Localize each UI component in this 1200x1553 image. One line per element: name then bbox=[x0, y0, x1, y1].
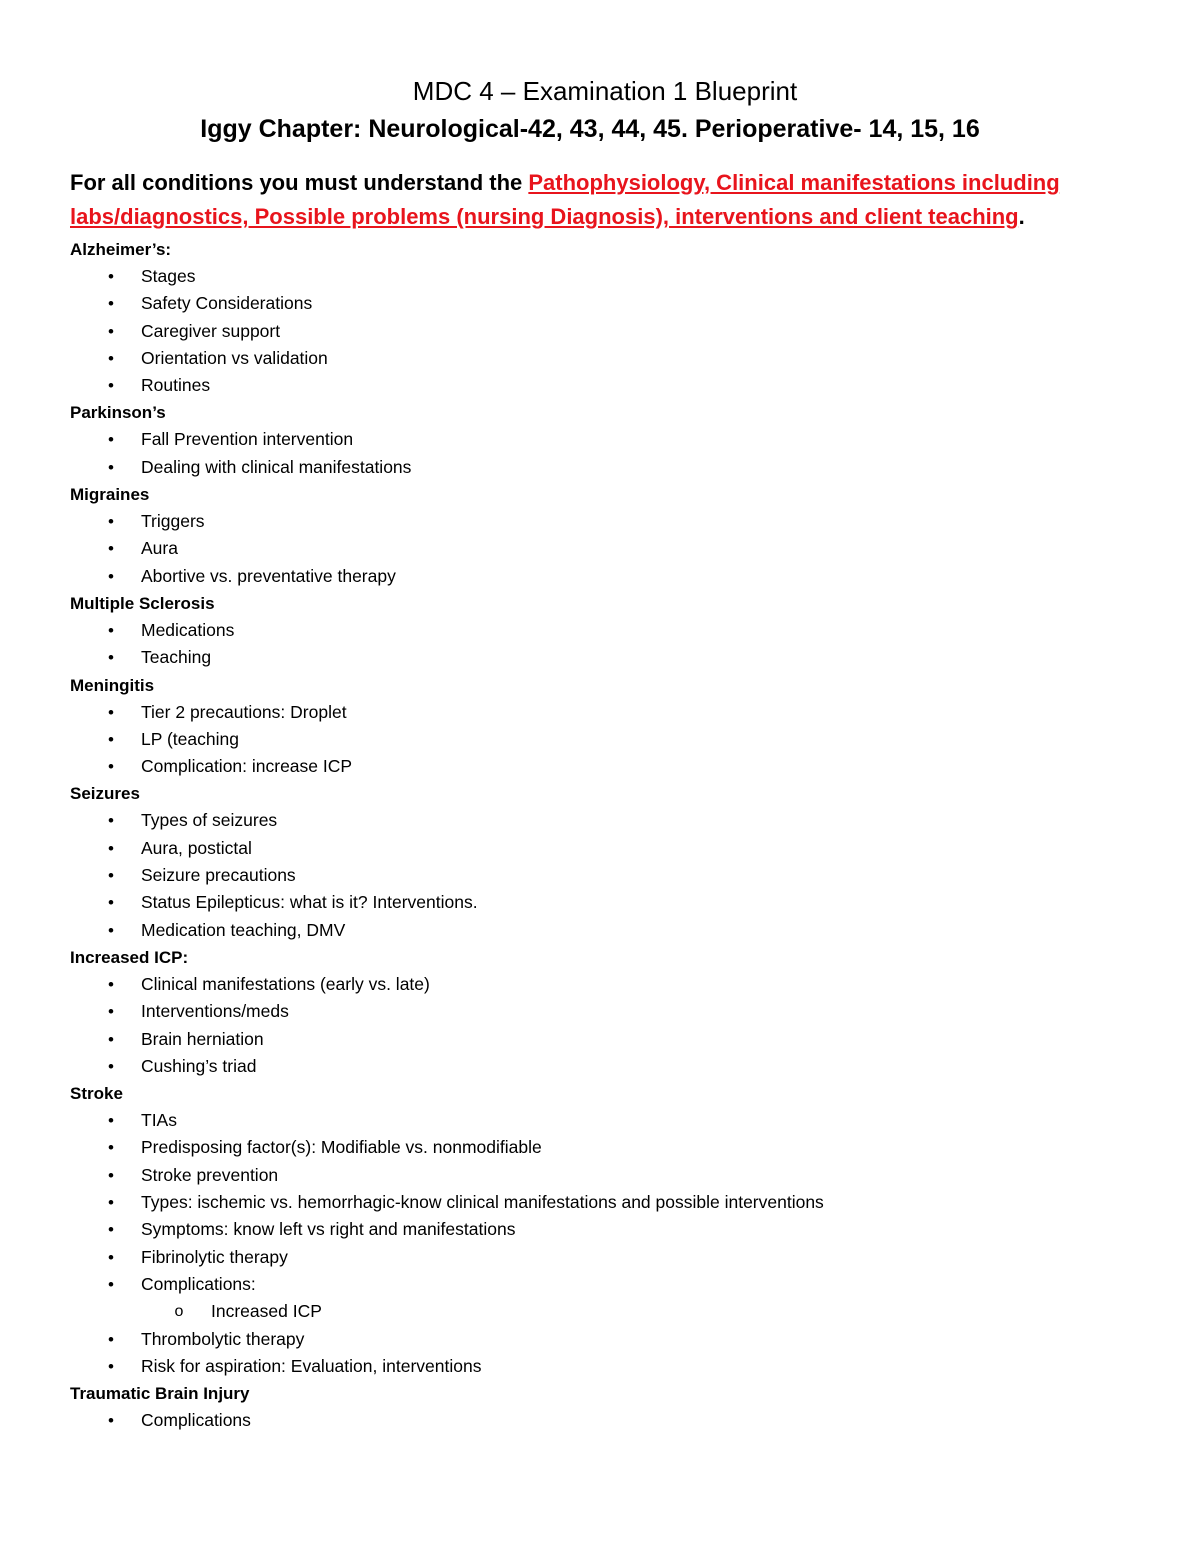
list-item bbox=[70, 1407, 1110, 1434]
list-item bbox=[70, 971, 1110, 998]
list-item-text: Increased ICP bbox=[211, 1301, 322, 1322]
list-item-text: Seizure precautions bbox=[141, 865, 296, 886]
list-item-text: Symptoms: know left vs right and manifestations bbox=[141, 1219, 516, 1240]
bullet-list bbox=[70, 508, 1110, 590]
bullet-icon: • bbox=[108, 1056, 114, 1076]
topic-list bbox=[70, 236, 1110, 1434]
list-item-text: Abortive vs. preventative therapy bbox=[141, 565, 396, 586]
bullet-icon: • bbox=[108, 512, 114, 532]
list-item-text: Orientation vs validation bbox=[141, 347, 328, 368]
list-item-text: Brain herniation bbox=[141, 1028, 264, 1049]
bullet-list bbox=[70, 1407, 1110, 1434]
bullet-icon: • bbox=[108, 539, 114, 559]
bullet-list bbox=[70, 263, 1110, 399]
bullet-icon: • bbox=[108, 321, 114, 341]
section-heading: Migraines bbox=[70, 485, 150, 505]
bullet-icon: • bbox=[108, 702, 114, 722]
bullet-icon: • bbox=[108, 1165, 114, 1185]
section bbox=[70, 399, 1110, 481]
bullet-icon: • bbox=[108, 620, 114, 640]
list-item bbox=[70, 426, 1110, 453]
list-item bbox=[70, 835, 1110, 862]
list-item-text: Teaching bbox=[141, 647, 212, 668]
list-item-text: LP (teaching bbox=[141, 728, 239, 749]
list-item bbox=[70, 807, 1110, 834]
bullet-icon: • bbox=[108, 1220, 114, 1240]
bullet-icon: • bbox=[108, 893, 114, 913]
bullet-icon: • bbox=[108, 866, 114, 886]
bullet-icon: • bbox=[108, 920, 114, 940]
list-item-text: Types of seizures bbox=[141, 810, 278, 831]
list-item-text: Safety Considerations bbox=[141, 293, 313, 314]
list-item bbox=[70, 889, 1110, 916]
list-item bbox=[70, 1026, 1110, 1053]
list-item-text: Aura, postictal bbox=[141, 837, 252, 858]
bullet-icon: • bbox=[108, 1002, 114, 1022]
list-item-text: Routines bbox=[141, 375, 211, 396]
section-heading: Stroke bbox=[70, 1084, 123, 1104]
sub-list-item bbox=[70, 1298, 1110, 1325]
section bbox=[70, 672, 1110, 781]
bullet-icon: • bbox=[108, 729, 114, 749]
list-item bbox=[70, 1216, 1110, 1243]
list-item-text: Medication teaching, DMV bbox=[141, 919, 346, 940]
bullet-icon: • bbox=[108, 566, 114, 586]
list-item bbox=[70, 617, 1110, 644]
list-item-text: Dealing with clinical manifestations bbox=[141, 456, 412, 477]
list-item bbox=[70, 535, 1110, 562]
list-item-text: Cushing’s triad bbox=[141, 1055, 257, 1076]
list-item bbox=[70, 454, 1110, 481]
bullet-icon: • bbox=[108, 648, 114, 668]
section-heading: Meningitis bbox=[70, 675, 155, 695]
section bbox=[70, 481, 1110, 590]
bullet-icon: • bbox=[108, 1329, 114, 1349]
bullet-icon: • bbox=[108, 1356, 114, 1376]
section-heading: Parkinson’s bbox=[70, 403, 166, 423]
bullet-icon: • bbox=[108, 294, 114, 314]
list-item-text: Interventions/meds bbox=[141, 1001, 289, 1022]
list-item bbox=[70, 508, 1110, 535]
list-item bbox=[70, 1244, 1110, 1271]
bullet-icon: • bbox=[108, 974, 114, 994]
list-item-text: Status Epilepticus: what is it? Interventions. bbox=[141, 892, 478, 913]
list-item-text: Medications bbox=[141, 619, 235, 640]
bullet-list bbox=[70, 1107, 1110, 1380]
section-heading: Increased ICP: bbox=[70, 947, 189, 967]
list-item bbox=[70, 345, 1110, 372]
list-item-text: Aura bbox=[141, 538, 178, 559]
section bbox=[70, 590, 1110, 672]
list-item bbox=[70, 1134, 1110, 1161]
list-item bbox=[70, 753, 1110, 780]
section bbox=[70, 780, 1110, 943]
intro-highlight: Pathophysiology, Clinical manifestations including labs/diagnostics, Possible problems (nursing Diagnosis), interventions and client teaching bbox=[70, 170, 1060, 229]
bullet-list bbox=[70, 617, 1110, 672]
bullet-icon: • bbox=[108, 1111, 114, 1131]
list-item-text: Risk for aspiration: Evaluation, interventions bbox=[141, 1355, 482, 1376]
bullet-icon: • bbox=[108, 1247, 114, 1267]
list-item-text: Predisposing factor(s): Modifiable vs. nonmodifiable bbox=[141, 1137, 542, 1158]
bullet-icon: • bbox=[108, 838, 114, 858]
list-item bbox=[70, 1107, 1110, 1134]
bullet-icon: • bbox=[108, 1193, 114, 1213]
bullet-icon: • bbox=[108, 1029, 114, 1049]
list-item bbox=[70, 699, 1110, 726]
intro-prefix: For all conditions you must understand the bbox=[70, 170, 529, 195]
list-item-text: Caregiver support bbox=[141, 320, 281, 341]
intro-paragraph bbox=[70, 166, 1110, 234]
list-item-text: Stages bbox=[141, 266, 196, 286]
list-item bbox=[70, 263, 1110, 290]
list-item-text: Tier 2 precautions: Droplet bbox=[141, 701, 347, 722]
bullet-icon: • bbox=[108, 811, 114, 831]
bullet-icon: • bbox=[108, 757, 114, 777]
list-item bbox=[70, 644, 1110, 671]
list-item-text: Clinical manifestations (early vs. late) bbox=[141, 973, 430, 994]
list-item bbox=[70, 1162, 1110, 1189]
document-title: MDC 4 – Examination 1 Blueprint bbox=[412, 76, 798, 106]
list-item-text: Triggers bbox=[141, 511, 205, 532]
list-item-text: Types: ischemic vs. hemorrhagic-know clinical manifestations and possible interventions bbox=[141, 1192, 824, 1213]
bullet-list bbox=[70, 971, 1110, 1080]
list-item bbox=[70, 318, 1110, 345]
section bbox=[70, 1380, 1110, 1434]
bullet-icon: • bbox=[108, 348, 114, 368]
list-item bbox=[70, 290, 1110, 317]
list-item-text: TIAs bbox=[141, 1110, 177, 1131]
section bbox=[70, 236, 1110, 399]
list-item bbox=[70, 1053, 1110, 1080]
list-item bbox=[70, 1189, 1110, 1216]
list-item bbox=[70, 917, 1110, 944]
bullet-list bbox=[70, 807, 1110, 943]
list-item bbox=[70, 563, 1110, 590]
bullet-icon: • bbox=[108, 457, 114, 477]
section bbox=[70, 944, 1110, 1080]
list-item-text: Fibrinolytic therapy bbox=[141, 1246, 288, 1267]
list-item bbox=[70, 998, 1110, 1025]
list-item-text: Stroke prevention bbox=[141, 1164, 279, 1185]
bullet-icon: • bbox=[108, 430, 114, 450]
list-item-text: Complication: increase ICP bbox=[141, 756, 353, 777]
bullet-icon: • bbox=[108, 1411, 114, 1431]
list-item bbox=[70, 372, 1110, 399]
bullet-icon: • bbox=[108, 267, 114, 286]
section-heading: Multiple Sclerosis bbox=[70, 593, 215, 613]
bullet-icon: • bbox=[108, 1138, 114, 1158]
bullet-list bbox=[70, 426, 1110, 481]
section-heading: Traumatic Brain Injury bbox=[70, 1384, 250, 1404]
section bbox=[70, 1080, 1110, 1380]
list-item bbox=[70, 1326, 1110, 1353]
section-heading: Seizures bbox=[70, 784, 140, 804]
list-item bbox=[70, 862, 1110, 889]
list-item bbox=[70, 1353, 1110, 1380]
bullet-icon: • bbox=[108, 1274, 114, 1294]
bullet-list bbox=[70, 699, 1110, 781]
list-item-text: Thrombolytic therapy bbox=[141, 1328, 305, 1349]
bullet-icon: • bbox=[108, 376, 114, 396]
list-item-text: Complications bbox=[141, 1410, 251, 1431]
list-item-text: Complications: bbox=[141, 1273, 256, 1294]
sub-bullet-icon: o bbox=[174, 1303, 184, 1321]
list-item bbox=[70, 726, 1110, 753]
section-heading: Alzheimer’s: bbox=[70, 240, 172, 259]
document-subtitle: Iggy Chapter: Neurological-42, 43, 44, 45. Perioperative- 14, 15, 16 bbox=[200, 115, 980, 143]
intro-suffix: . bbox=[1018, 204, 1025, 229]
list-item-text: Fall Prevention intervention bbox=[141, 429, 354, 450]
list-item bbox=[70, 1271, 1110, 1298]
